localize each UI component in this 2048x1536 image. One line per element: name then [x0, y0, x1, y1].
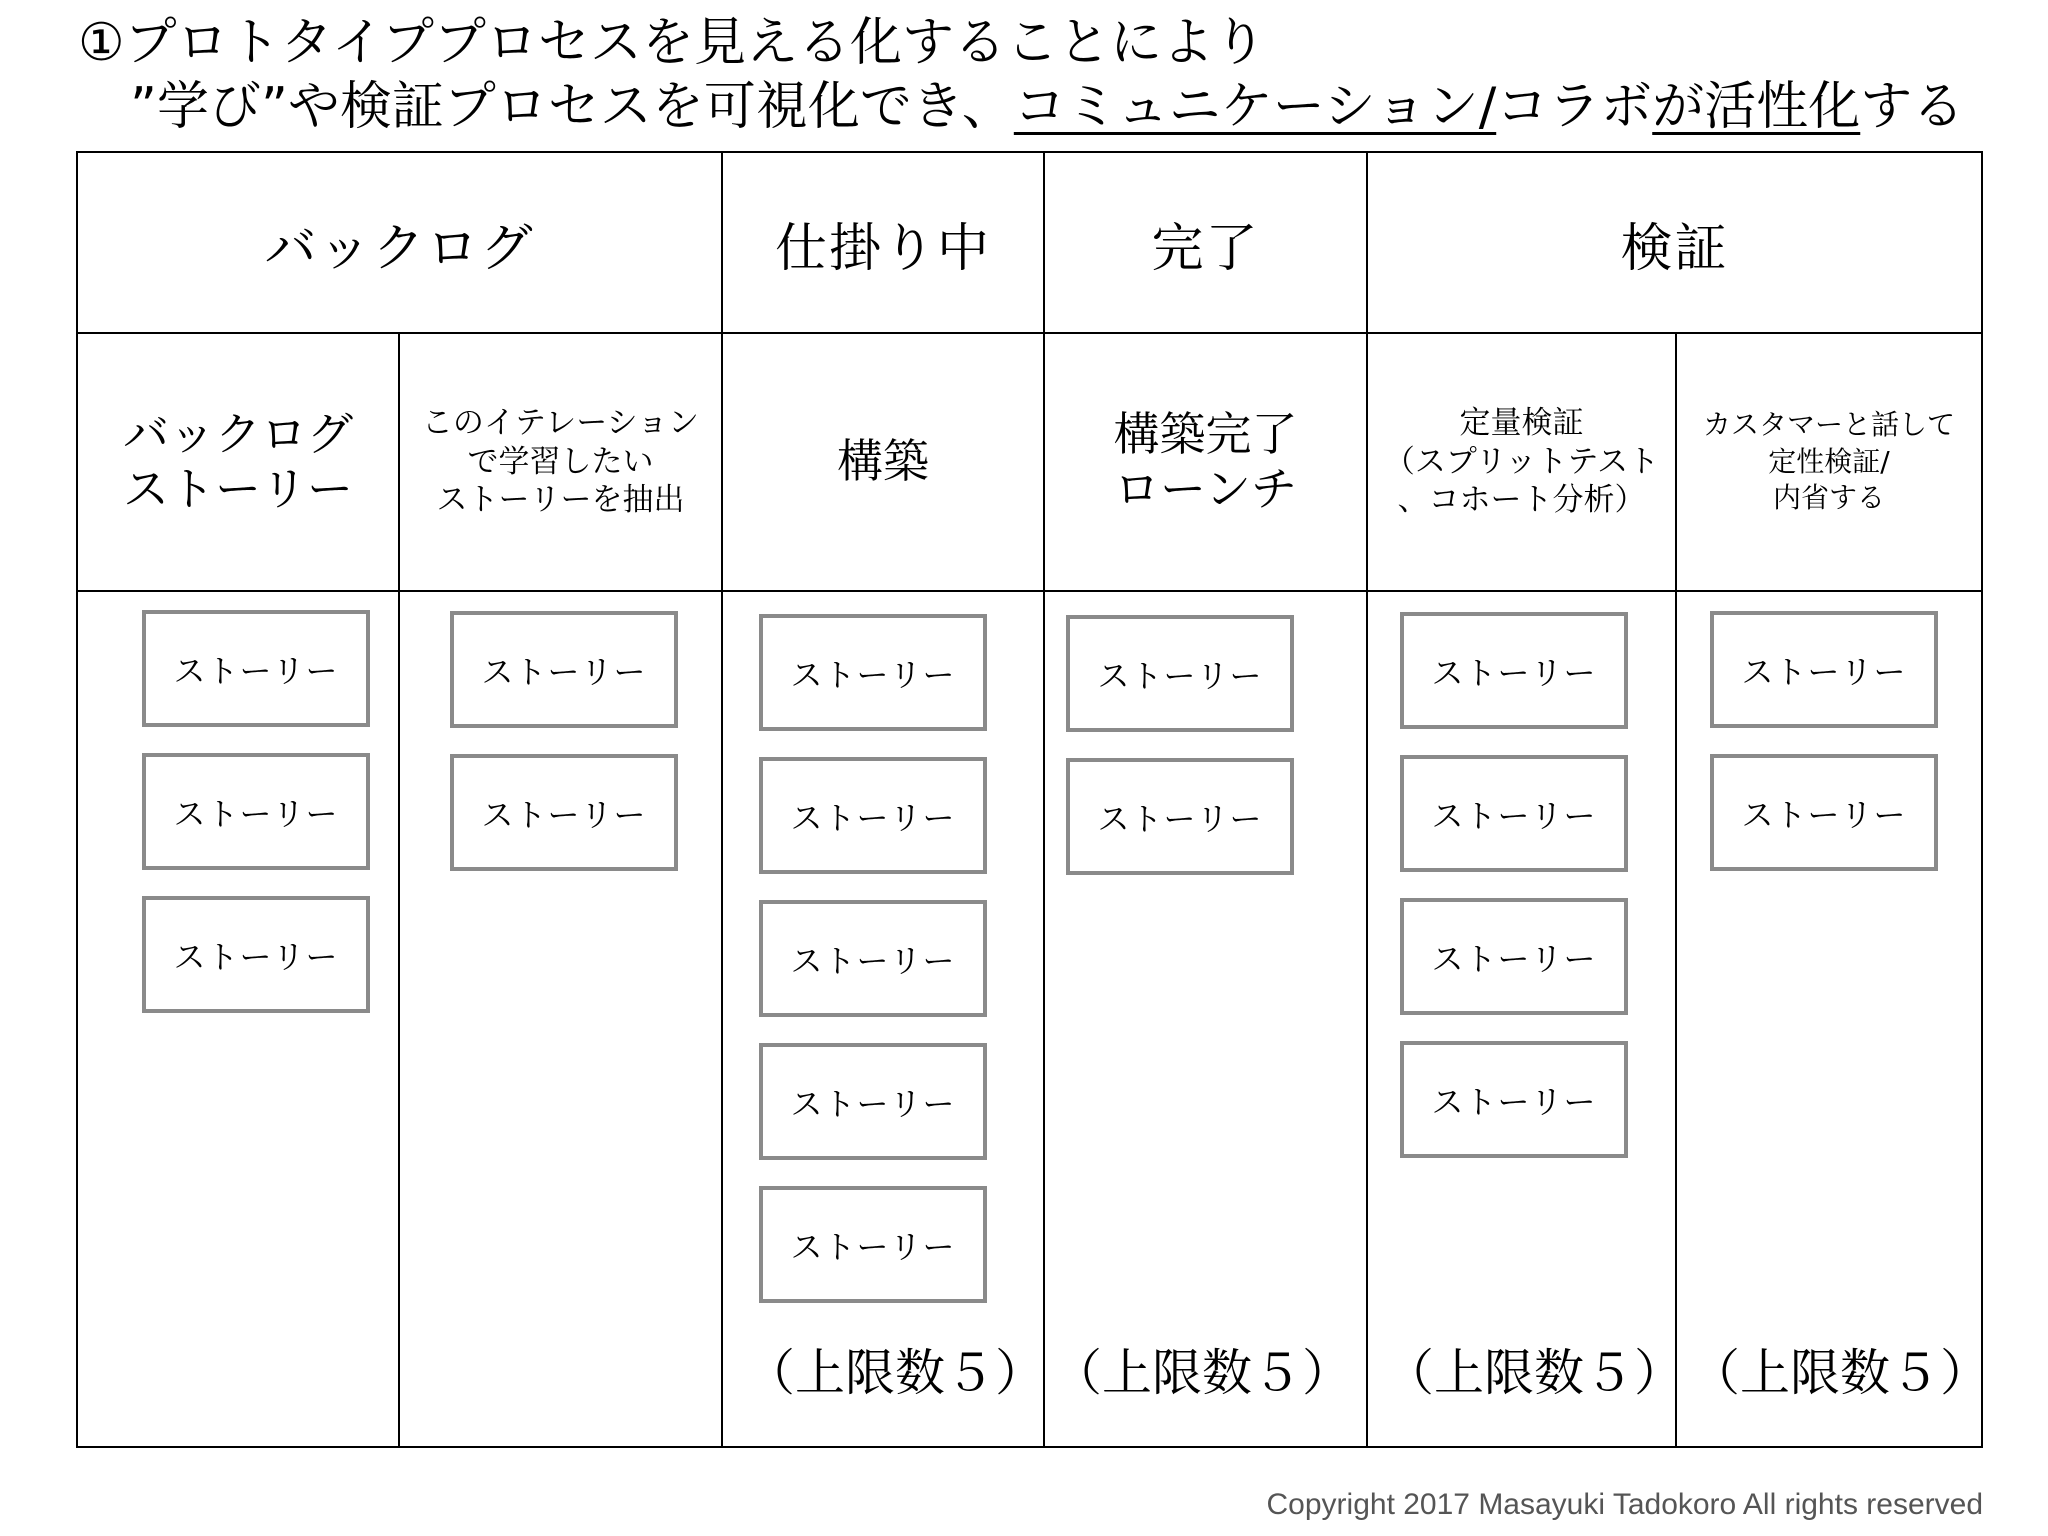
subheader-build: 構築 — [837, 434, 929, 489]
subheader-iteration-stories: このイテレーション で学習したい ストーリーを抽出 — [421, 404, 700, 519]
header-backlog: バックログ — [264, 218, 535, 279]
story-card[interactable]: ストーリー — [759, 757, 987, 874]
wip-limit-done: （上限数５） — [1052, 1344, 1352, 1402]
title-line-1: ①プロトタイププロセスを見える化することにより — [78, 13, 1267, 73]
story-card[interactable]: ストーリー — [1400, 1041, 1628, 1158]
story-card[interactable]: ストーリー — [1400, 755, 1628, 872]
header-validation: 検証 — [1620, 218, 1729, 279]
header-in-progress: 仕掛り中 — [774, 218, 991, 279]
wip-limit-in-progress: （上限数５） — [745, 1344, 1045, 1402]
wip-limit-qualitative: （上限数５） — [1690, 1344, 1990, 1402]
subheader-backlog-stories: バックログ ストーリー — [123, 406, 353, 516]
story-card[interactable]: ストーリー — [142, 896, 370, 1013]
story-card[interactable]: ストーリー — [142, 610, 370, 727]
story-card[interactable]: ストーリー — [759, 614, 987, 731]
copyright-notice: Copyright 2017 Masayuki Tadokoro All rights reserved — [1266, 1488, 1983, 1521]
subheader-qualitative: カスタマーと話して 定性検証/ 内省する — [1702, 408, 1955, 515]
story-card[interactable]: ストーリー — [1710, 611, 1938, 728]
title-line-2-part-b: コミュニケーション/ — [1013, 77, 1497, 137]
title-line-2 — [130, 78, 1964, 138]
story-card[interactable]: ストーリー — [759, 900, 987, 1017]
story-card[interactable]: ストーリー — [1066, 615, 1294, 732]
story-card[interactable]: ストーリー — [1400, 612, 1628, 729]
story-card[interactable]: ストーリー — [1710, 754, 1938, 871]
title-line-2-part-d: が活性化 — [1652, 77, 1861, 137]
wip-limit-quantitative: （上限数５） — [1384, 1344, 1684, 1402]
subheader-quantitative: 定量検証 （スプリットテスト 、コホート分析） — [1383, 404, 1660, 519]
story-card[interactable]: ストーリー — [759, 1043, 987, 1160]
story-card[interactable]: ストーリー — [759, 1186, 987, 1303]
divider-horizontal — [78, 590, 1981, 592]
story-card[interactable]: ストーリー — [450, 754, 678, 871]
subheader-launch: 構築完了 ローンチ — [1113, 406, 1298, 516]
story-card[interactable]: ストーリー — [1400, 898, 1628, 1015]
story-card[interactable]: ストーリー — [1066, 758, 1294, 875]
title-line-2-part-c: コラボ — [1496, 77, 1653, 137]
title-line-2-part-e: する — [1860, 77, 1965, 137]
story-card[interactable]: ストーリー — [450, 611, 678, 728]
kanban-board — [76, 151, 1990, 1448]
title-line-2-part-a: ”学び”や検証プロセスを可視化でき、 — [130, 77, 1014, 137]
header-done: 完了 — [1151, 218, 1260, 279]
story-card[interactable]: ストーリー — [142, 753, 370, 870]
